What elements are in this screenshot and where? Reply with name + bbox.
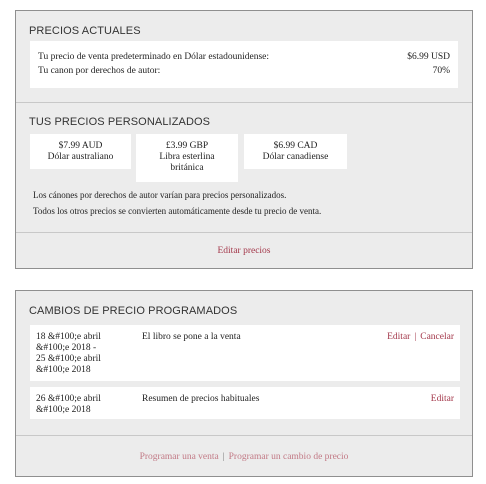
current-prices-title: PRECIOS ACTUALES xyxy=(29,25,141,37)
default-price-value: $6.99 USD xyxy=(407,52,450,62)
edit-schedule-link[interactable]: Editar xyxy=(430,394,454,404)
current-prices-panel xyxy=(15,10,473,269)
date-line: 18 &#100;e abril xyxy=(36,332,101,342)
schedule-date xyxy=(36,394,136,416)
price-currency: Dólar canadiense xyxy=(262,152,329,162)
edit-schedule-link[interactable]: Editar xyxy=(387,332,411,342)
price-card-gbp xyxy=(136,134,238,182)
price-amount: $7.99 AUD xyxy=(58,141,103,151)
schedule-description: El libro se pone a la venta xyxy=(142,332,241,342)
conversion-note: Todos los otros precios se convierten automáticamente desde tu precio de venta. xyxy=(33,206,322,216)
date-line: &#100;e 2018 - xyxy=(36,343,97,353)
date-line: 26 &#100;e abril xyxy=(36,394,101,404)
cancel-schedule-link[interactable]: Cancelar xyxy=(420,332,454,342)
scheduled-title: CAMBIOS DE PRECIO PROGRAMADOS xyxy=(29,305,238,317)
default-price-label: Tu precio de venta predeterminado en Dólar estadounidense: xyxy=(38,52,270,62)
price-amount: $6.99 CAD xyxy=(273,141,318,151)
custom-prices-title: TUS PRECIOS PERSONALIZADOS xyxy=(29,116,211,128)
divider xyxy=(16,232,472,233)
separator: | xyxy=(222,452,225,462)
price-card-aud xyxy=(30,134,131,169)
schedule-row xyxy=(30,325,460,381)
schedule-actions xyxy=(431,394,454,405)
divider xyxy=(16,102,472,103)
schedule-date xyxy=(36,332,136,376)
price-card-cad xyxy=(244,134,347,169)
royalty-value: 70% xyxy=(432,66,450,76)
edit-prices-row xyxy=(16,246,472,256)
date-line: &#100;e 2018 xyxy=(36,405,91,415)
separator: | xyxy=(414,332,417,342)
royalty-label: Tu canon por derechos de autor: xyxy=(38,66,161,76)
date-line: 25 &#100;e abril xyxy=(36,354,101,364)
custom-price-cards xyxy=(30,134,460,184)
scheduled-changes-panel xyxy=(15,290,473,477)
price-currency: Libra esterlina xyxy=(159,152,215,162)
edit-prices-link[interactable]: Editar precios xyxy=(217,246,271,256)
schedule-sale-link[interactable]: Programar una venta xyxy=(139,452,219,462)
divider xyxy=(16,435,472,436)
current-prices-box xyxy=(30,41,458,88)
schedule-description: Resumen de precios habituales xyxy=(142,394,260,404)
price-currency-cont: británica xyxy=(170,163,204,173)
schedule-row xyxy=(30,387,460,419)
price-currency: Dólar australiano xyxy=(47,152,114,162)
schedule-actions xyxy=(387,332,454,343)
schedule-price-change-link[interactable]: Programar un cambio de precio xyxy=(228,452,349,462)
date-line: &#100;e 2018 xyxy=(36,365,91,375)
schedule-links xyxy=(16,452,472,462)
royalty-note: Los cánones por derechos de autor varían para precios personalizados. xyxy=(33,190,287,200)
price-amount: £3.99 GBP xyxy=(165,141,209,151)
